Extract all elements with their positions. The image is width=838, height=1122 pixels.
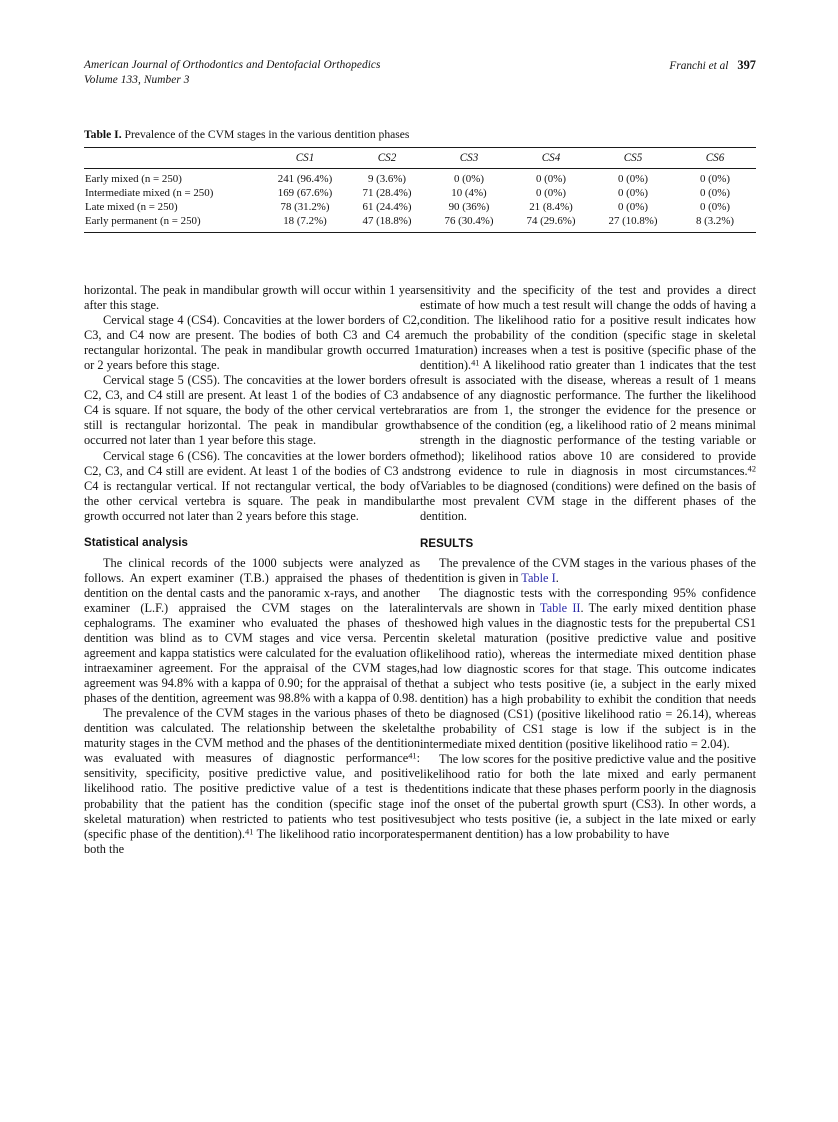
cell: 0 (0%) [700,172,730,185]
text-run: sensitivity and the specificity of the test and provides a direct estimate of how much a test result will change the odds of having a condition. The likelihood ratio for a positive result indicates how much the probability of the condition (specific stage in skeletal maturation) increases when a test is positive (specific phase of the dentition). [420,283,756,373]
cell: 10 (4%) [451,186,487,199]
journal-title [84,58,381,87]
cell: 9 (3.6%) [367,172,407,185]
reference-marker: 42 [747,464,756,474]
table-body [84,168,756,232]
cell: 0 (0%) [618,200,648,213]
authors-short: Franchi et al [669,60,729,72]
journal-name: American Journal of Orthodontics and Dentofacial Orthopedics [84,59,381,71]
cell: 47 (18.8%) [362,215,412,228]
cell: 18 (7.2%) [283,215,327,228]
column-header-cs2: CS2 [377,151,397,164]
body-column-right [420,283,756,842]
cell: 61 (24.4%) [362,200,412,213]
table-row [84,168,756,186]
text-run: . [555,571,559,586]
column-header-cs3: CS3 [459,151,479,164]
table-2-link[interactable]: Table II [539,601,581,616]
journal-volume: Volume 133, Number 3 [84,73,190,86]
table-row [84,214,756,232]
paragraph-results-3: The low scores for the positive predictive value and the positive likelihood ratio for both the late mixed and early permanent dentitions indicate that these phases perform poorly in the diagnosis of the onset of the pubertal growth spurt (CS3). In other words, a subject who tests positive (ie, a subject in the late mixed or early permanent dentition) has a low probability to have [420,751,756,842]
section-heading-statistical-analysis: Statistical analysis [84,537,188,550]
cell: 0 (0%) [700,200,730,213]
cell: 27 (10.8%) [608,215,658,228]
cell: 74 (29.6%) [526,215,576,228]
paragraph-cs5: Cervical stage 5 (CS5). The concavities at the lower borders of C2, C3, and C4 still are present. At least 1 of the bodies of C3 and C4 is square. If not square, the body of the other cervical vertebra still is rectangular horizontal. The peak in mandibular growth occurred not later than 1 year before this stage. [84,373,420,448]
cell: 0 (0%) [700,186,730,199]
paragraph-continued [420,283,756,524]
cell: 76 (30.4%) [444,215,494,228]
reference-marker: 41 [245,827,254,837]
table-1-link[interactable]: Table I [521,571,556,586]
paragraph-cs6: Cervical stage 6 (CS6). The concavities at the lower borders of C2, C3, and C4 still are evident. At least 1 of the bodies of C3 and C4 is rectangular vertical. If not rectangular vertical, the body of the other cervical vertebra is square. The peak in mandibular growth occurred not later than 2 years before this stage. [84,448,420,523]
row-label: Late mixed (n = 250) [85,200,178,213]
prevalence-table [84,147,756,233]
running-head-right [669,58,756,74]
section-heading-results: RESULTS [420,537,474,550]
paragraph-statistics-2 [84,706,420,856]
cell: 0 (0%) [454,172,484,185]
cell: 78 (31.2%) [280,200,330,213]
table-label: Table I. [84,128,122,141]
table-caption [84,128,756,142]
column-header-cs4: CS4 [541,151,561,164]
cell: 0 (0%) [618,172,648,185]
table-row [84,186,756,200]
running-head [84,58,756,92]
table-block [84,128,756,233]
reference-marker: 41 [408,751,417,761]
column-header-cs5: CS5 [623,151,643,164]
column-header-cs6: CS6 [705,151,725,164]
text-run: Variables to be diagnosed (conditions) were defined on the basis of the most prevalent CVM stage in the different phases of the dentition. [420,478,756,523]
text-run: : sensitivity, specificity, positive predictive value, and positive likelihood ratio. The positive predictive value of a test is the probability that the patient has the condition (specific stage in skeletal maturation) when restricted to patients who test positive (specific phase of the dentition). [84,751,420,841]
paragraph-results-2 [420,586,756,752]
text-run: The prevalence of the CVM stages in the various phases of the dentition was calculated. The relationship between the skeletal maturity stages in the CVM method and the phases of the dentition was evaluated with measures of diagnostic performance [84,706,420,766]
paragraph-statistics-1: The clinical records of the 1000 subjects were analyzed as follows. An expert examiner (T.B.) appraised the phases of the dentition on the dental casts and the panoramic x-rays, and another examiner (L.F.) appraised the CVM stages on the lateral cephalograms. The examiner who evaluated the phases of the dentition was blind as to CVM stages and vice versa. Percent agreement and kappa statistics were calculated for the evaluation of intraexaminer agreement. For the appraisal of the CVM stages, agreement was 94.8% with a kappa of 0.90; for the appraisal of the phases of the dentition, agreement was 98.8% with a kappa of 0.98. [84,555,420,706]
cell: 21 (8.4%) [529,200,573,213]
paragraph-results-1 [420,556,756,586]
cell: 71 (28.4%) [362,186,412,199]
cell: 8 (3.2%) [695,215,735,228]
table-header-row [84,148,756,169]
text-run: A likelihood ratio greater than 1 indicates that the test result is associated with the disease, whereas a result of 1 means absence of any diagnostic performance. The further the likelihood ratios are from 1, the stronger the evidence for the presence or absence of the condition (eg, a likelihood ratio of 2 means minimal strength in the diagnostic performance of the testing variable or method); likelihood ratios above 10 are considered to provide strong evidence to rule in diagnosis in most circumstances. [420,358,756,478]
table-row [84,200,756,214]
cell: 169 (67.6%) [277,186,333,199]
row-label: Early permanent (n = 250) [85,215,201,228]
text-run: The prevalence of the CVM stages in the various phases of the dentition is given in [420,556,756,586]
text-run: The diagnostic tests with the corresponding 95% confidence intervals are shown in [420,586,756,616]
table-caption-text: Prevalence of the CVM stages in the various dentition phases [124,128,410,141]
cell: 0 (0%) [536,186,566,199]
table-head [84,148,756,169]
row-label: Intermediate mixed (n = 250) [85,186,214,199]
text-run: . The early mixed dentition phase showed high values in the diagnostic tests for the prepubertal CS1 in skeletal maturation (positive predictive value and positive likelihood ratio), whereas the intermediate mixed dentition phase had low diagnostic scores for that stage. This outcome indicates that a subject who tests positive (ie, a subject in the early mixed dentition) has a high probability to exhibit the condition that needs to be diagnosed (CS1) (positive likelihood ratio = 26.14), whereas the probability of CS1 stage is low if the subject is in the intermediate mixed dentition (positive likelihood ratio = 2.04). [420,601,757,751]
cell: 0 (0%) [618,186,648,199]
text-run: The likelihood ratio incorporates both the [84,826,421,856]
column-header-blank [84,148,264,169]
cell: 241 (96.4%) [277,172,333,185]
column-header-cs1: CS1 [295,151,315,164]
body-column-left [84,283,420,857]
cell: 0 (0%) [536,172,566,185]
page-number: 397 [737,58,756,72]
paragraph-cs4: Cervical stage 4 (CS4). Concavities at the lower borders of C2, C3, and C4 now are present. The bodies of both C3 and C4 are rectangular horizontal. The peak in mandibular growth occurred 1 or 2 years before this stage. [84,313,420,373]
paragraph-continued: horizontal. The peak in mandibular growth will occur within 1 year after this stage. [84,283,420,313]
row-label: Early mixed (n = 250) [85,172,182,185]
reference-marker: 41 [471,358,480,368]
cell: 90 (36%) [448,200,490,213]
